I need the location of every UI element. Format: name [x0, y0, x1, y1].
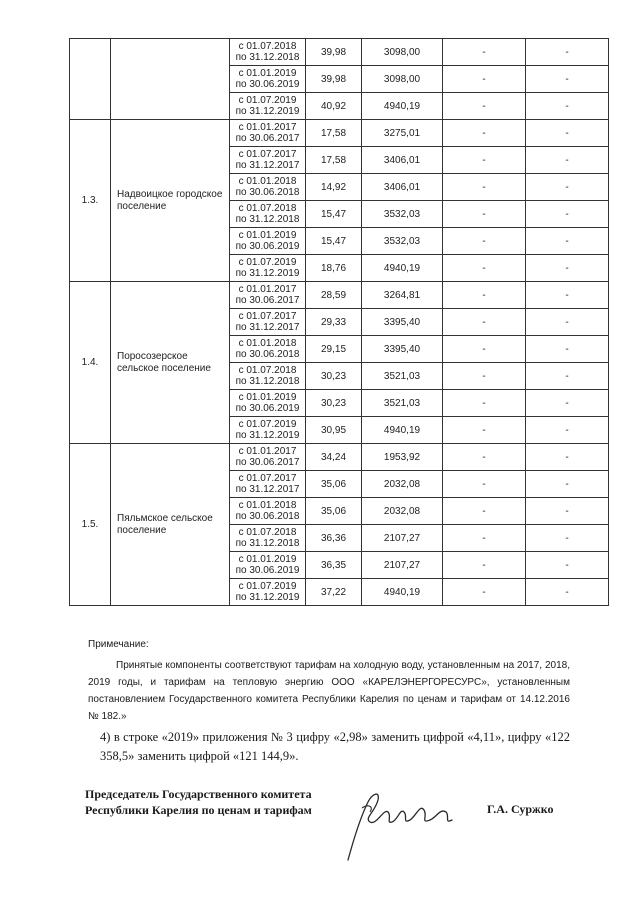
value-cell-v1: 40,92 — [306, 93, 362, 120]
period-cell — [230, 309, 306, 336]
value-cell-v3: - — [443, 120, 526, 147]
value-cell-v2: 3521,03 — [362, 390, 443, 417]
value-cell-v4: - — [526, 390, 609, 417]
value-cell-v1: 34,24 — [306, 444, 362, 471]
period-to: по 30.06.2017 — [235, 457, 300, 468]
group-number-cell — [70, 39, 111, 120]
value-cell-v3: - — [443, 39, 526, 66]
period-from: с 01.07.2017 — [238, 149, 297, 160]
value-cell-v4: - — [526, 174, 609, 201]
value-cell-v4: - — [526, 444, 609, 471]
period-to: по 31.12.2018 — [235, 376, 300, 387]
value-cell-v1: 15,47 — [306, 228, 362, 255]
tariff-table — [69, 38, 609, 606]
value-cell-v3: - — [443, 579, 526, 606]
period-to: по 31.12.2017 — [235, 160, 300, 171]
value-cell-v1: 29,15 — [306, 336, 362, 363]
group-number-cell: 1.4. — [70, 282, 111, 444]
value-cell-v3: - — [443, 93, 526, 120]
settlement-name-cell: Поросозерское сельское поселение — [111, 282, 230, 444]
period-cell — [230, 390, 306, 417]
value-cell-v4: - — [526, 417, 609, 444]
table-row — [70, 39, 609, 66]
table-row — [70, 120, 609, 147]
period-cell — [230, 228, 306, 255]
period-from: с 01.01.2017 — [238, 446, 297, 457]
value-cell-v4: - — [526, 93, 609, 120]
value-cell-v1: 39,98 — [306, 39, 362, 66]
value-cell-v4: - — [526, 498, 609, 525]
period-to: по 30.06.2019 — [235, 79, 300, 90]
period-to: по 30.06.2017 — [235, 133, 300, 144]
period-cell — [230, 363, 306, 390]
period-from: с 01.07.2019 — [238, 419, 297, 430]
value-cell-v4: - — [526, 147, 609, 174]
value-cell-v1: 17,58 — [306, 147, 362, 174]
signatory-title-line-1: Председатель Государственного комитета — [85, 787, 312, 801]
group-number-cell: 1.5. — [70, 444, 111, 606]
period-cell — [230, 255, 306, 282]
value-cell-v2: 3521,03 — [362, 363, 443, 390]
settlement-name-cell: Надвоицкое городское поселение — [111, 120, 230, 282]
value-cell-v1: 30,23 — [306, 363, 362, 390]
period-cell — [230, 336, 306, 363]
value-cell-v2: 3098,00 — [362, 39, 443, 66]
period-to: по 31.12.2018 — [235, 538, 300, 549]
value-cell-v2: 3098,00 — [362, 66, 443, 93]
signatory-name: Г.А. Суржко — [487, 802, 554, 816]
value-cell-v4: - — [526, 282, 609, 309]
period-from: с 01.01.2019 — [238, 392, 297, 403]
period-cell — [230, 147, 306, 174]
value-cell-v4: - — [526, 471, 609, 498]
value-cell-v3: - — [443, 498, 526, 525]
period-to: по 31.12.2017 — [235, 322, 300, 333]
value-cell-v1: 29,33 — [306, 309, 362, 336]
value-cell-v3: - — [443, 228, 526, 255]
value-cell-v1: 28,59 — [306, 282, 362, 309]
value-cell-v4: - — [526, 525, 609, 552]
period-to: по 31.12.2019 — [235, 592, 300, 603]
period-cell — [230, 120, 306, 147]
value-cell-v3: - — [443, 147, 526, 174]
signatory-title-line-2: Республики Карелия по ценам и тарифам — [85, 803, 312, 817]
value-cell-v2: 2032,08 — [362, 471, 443, 498]
period-to: по 30.06.2018 — [235, 511, 300, 522]
value-cell-v3: - — [443, 417, 526, 444]
period-from: с 01.07.2019 — [238, 581, 297, 592]
period-to: по 30.06.2019 — [235, 403, 300, 414]
period-cell — [230, 471, 306, 498]
period-from: с 01.07.2017 — [238, 473, 297, 484]
note-text: Принятые компоненты соответствуют тарифам на холодную воду, установленным на 2017, 2018, 2019 годы, и тарифам на тепловую энергию ООО «КАРЕЛЭНЕРГОРЕСУРС», установленным постановлением Государственного комитета Республики Карелия по ценам и тарифам от 14.12.2016 № 182.» — [88, 660, 570, 722]
value-cell-v2: 2107,27 — [362, 525, 443, 552]
value-cell-v4: - — [526, 363, 609, 390]
value-cell-v2: 3395,40 — [362, 309, 443, 336]
note-title: Примечание: — [88, 639, 149, 650]
period-from: с 01.07.2018 — [238, 203, 297, 214]
value-cell-v1: 15,47 — [306, 201, 362, 228]
group-number-cell: 1.3. — [70, 120, 111, 282]
period-cell — [230, 201, 306, 228]
period-from: с 01.07.2018 — [238, 41, 297, 52]
value-cell-v3: - — [443, 174, 526, 201]
value-cell-v4: - — [526, 66, 609, 93]
period-to: по 30.06.2018 — [235, 187, 300, 198]
value-cell-v2: 3264,81 — [362, 282, 443, 309]
value-cell-v3: - — [443, 336, 526, 363]
value-cell-v4: - — [526, 336, 609, 363]
period-to: по 31.12.2017 — [235, 484, 300, 495]
settlement-name-cell: Пяльмское сельское поселение — [111, 444, 230, 606]
period-from: с 01.01.2017 — [238, 284, 297, 295]
period-cell — [230, 579, 306, 606]
value-cell-v2: 2107,27 — [362, 552, 443, 579]
period-from: с 01.07.2017 — [238, 311, 297, 322]
value-cell-v3: - — [443, 255, 526, 282]
value-cell-v2: 3532,03 — [362, 228, 443, 255]
value-cell-v1: 35,06 — [306, 498, 362, 525]
value-cell-v3: - — [443, 552, 526, 579]
signatory-title — [85, 786, 312, 818]
tariff-table-body — [70, 39, 609, 606]
period-from: с 01.01.2017 — [238, 122, 297, 133]
period-from: с 01.07.2019 — [238, 257, 297, 268]
period-from: с 01.07.2019 — [238, 95, 297, 106]
period-to: по 31.12.2018 — [235, 52, 300, 63]
value-cell-v4: - — [526, 579, 609, 606]
handwritten-signature — [340, 778, 460, 866]
period-to: по 30.06.2019 — [235, 241, 300, 252]
value-cell-v3: - — [443, 363, 526, 390]
value-cell-v1: 18,76 — [306, 255, 362, 282]
value-cell-v1: 14,92 — [306, 174, 362, 201]
value-cell-v4: - — [526, 255, 609, 282]
period-from: с 01.01.2018 — [238, 500, 297, 511]
period-from: с 01.01.2018 — [238, 176, 297, 187]
period-cell — [230, 39, 306, 66]
period-to: по 31.12.2019 — [235, 268, 300, 279]
period-to: по 30.06.2017 — [235, 295, 300, 306]
period-cell — [230, 174, 306, 201]
value-cell-v3: - — [443, 66, 526, 93]
value-cell-v1: 37,22 — [306, 579, 362, 606]
table-row — [70, 282, 609, 309]
value-cell-v1: 36,35 — [306, 552, 362, 579]
period-to: по 30.06.2019 — [235, 565, 300, 576]
value-cell-v2: 4940,19 — [362, 255, 443, 282]
value-cell-v2: 3275,01 — [362, 120, 443, 147]
period-cell — [230, 444, 306, 471]
period-to: по 31.12.2019 — [235, 430, 300, 441]
value-cell-v1: 30,95 — [306, 417, 362, 444]
value-cell-v4: - — [526, 39, 609, 66]
period-cell — [230, 93, 306, 120]
period-cell — [230, 525, 306, 552]
period-from: с 01.07.2018 — [238, 365, 297, 376]
settlement-name-cell — [111, 39, 230, 120]
value-cell-v2: 3395,40 — [362, 336, 443, 363]
period-cell — [230, 417, 306, 444]
period-from: с 01.01.2019 — [238, 554, 297, 565]
value-cell-v2: 3532,03 — [362, 201, 443, 228]
value-cell-v3: - — [443, 471, 526, 498]
value-cell-v3: - — [443, 525, 526, 552]
value-cell-v3: - — [443, 282, 526, 309]
value-cell-v1: 36,36 — [306, 525, 362, 552]
period-to: по 30.06.2018 — [235, 349, 300, 360]
value-cell-v4: - — [526, 201, 609, 228]
value-cell-v3: - — [443, 201, 526, 228]
value-cell-v1: 30,23 — [306, 390, 362, 417]
period-from: с 01.01.2019 — [238, 230, 297, 241]
period-from: с 01.01.2019 — [238, 68, 297, 79]
period-cell — [230, 498, 306, 525]
value-cell-v4: - — [526, 552, 609, 579]
period-to: по 31.12.2019 — [235, 106, 300, 117]
value-cell-v2: 1953,92 — [362, 444, 443, 471]
period-cell — [230, 552, 306, 579]
value-cell-v1: 39,98 — [306, 66, 362, 93]
value-cell-v3: - — [443, 444, 526, 471]
value-cell-v3: - — [443, 390, 526, 417]
value-cell-v2: 2032,08 — [362, 498, 443, 525]
value-cell-v3: - — [443, 309, 526, 336]
value-cell-v1: 17,58 — [306, 120, 362, 147]
period-cell — [230, 282, 306, 309]
period-from: с 01.07.2018 — [238, 527, 297, 538]
value-cell-v4: - — [526, 228, 609, 255]
period-from: с 01.01.2018 — [238, 338, 297, 349]
period-cell — [230, 66, 306, 93]
value-cell-v4: - — [526, 309, 609, 336]
value-cell-v2: 4940,19 — [362, 93, 443, 120]
period-to: по 31.12.2018 — [235, 214, 300, 225]
value-cell-v2: 3406,01 — [362, 174, 443, 201]
value-cell-v2: 4940,19 — [362, 579, 443, 606]
value-cell-v2: 4940,19 — [362, 417, 443, 444]
table-row — [70, 444, 609, 471]
value-cell-v1: 35,06 — [306, 471, 362, 498]
value-cell-v2: 3406,01 — [362, 147, 443, 174]
item-4-paragraph: 4) в строке «2019» приложения № 3 цифру «2,98» заменить цифрой «4,11», цифру «122 358,5» заменить цифрой «121 144,9». — [100, 730, 570, 763]
value-cell-v4: - — [526, 120, 609, 147]
